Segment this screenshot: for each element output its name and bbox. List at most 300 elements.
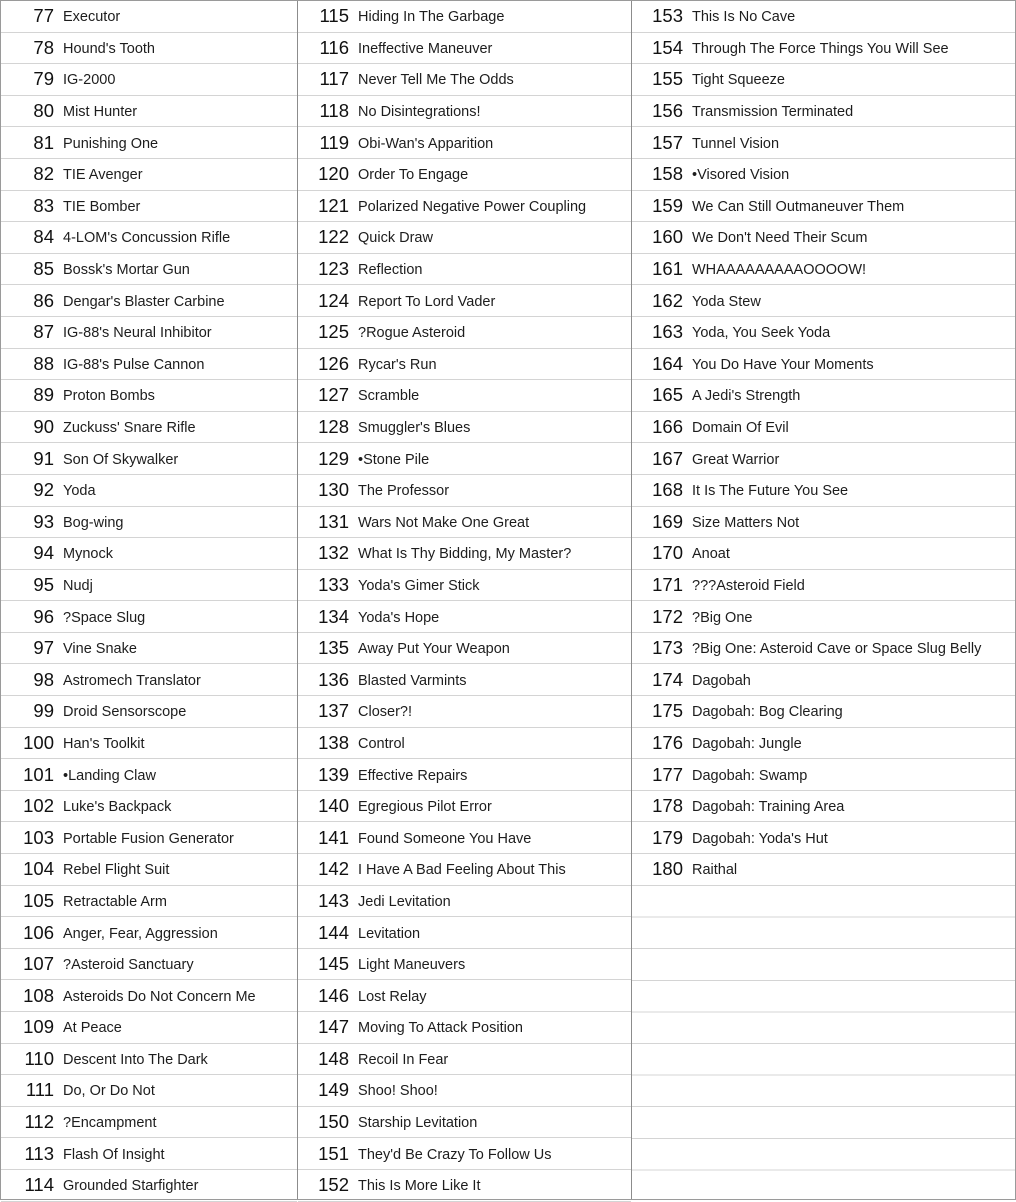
card-name: Wars Not Make One Great bbox=[358, 514, 530, 531]
card-name: Asteroids Do Not Concern Me bbox=[63, 988, 256, 1005]
card-number: 97 bbox=[33, 637, 54, 659]
card-name: Lost Relay bbox=[358, 988, 427, 1005]
card-name: Grounded Starfighter bbox=[63, 1178, 199, 1195]
card-name: Transmission Terminated bbox=[692, 104, 854, 121]
card-name: Portable Fusion Generator bbox=[63, 830, 234, 847]
card-name: Polarized Negative Power Coupling bbox=[358, 198, 587, 215]
list-row bbox=[632, 570, 1015, 602]
card-name: Size Matters Not bbox=[692, 514, 800, 531]
list-row bbox=[1, 127, 297, 159]
list-row bbox=[298, 1044, 631, 1076]
list-row bbox=[298, 822, 631, 854]
column-2 bbox=[297, 1, 631, 1199]
list-row bbox=[632, 854, 1015, 886]
card-name: Droid Sensorscope bbox=[63, 704, 187, 721]
list-row bbox=[1, 33, 297, 65]
list-row bbox=[1, 696, 297, 728]
card-number: 106 bbox=[23, 921, 54, 943]
list-row bbox=[632, 507, 1015, 539]
card-name: IG-88's Pulse Cannon bbox=[63, 356, 205, 373]
card-name: Mynock bbox=[63, 546, 113, 563]
card-number: 175 bbox=[652, 700, 683, 722]
card-number: 122 bbox=[318, 226, 349, 248]
card-name: They'd Be Crazy To Follow Us bbox=[358, 1146, 552, 1163]
card-name: Away Put Your Weapon bbox=[358, 641, 510, 658]
card-name: Starship Levitation bbox=[358, 1115, 478, 1132]
card-name: Light Maneuvers bbox=[358, 957, 466, 974]
card-name: Han's Toolkit bbox=[63, 735, 145, 752]
list-row bbox=[632, 317, 1015, 349]
list-row bbox=[632, 349, 1015, 381]
card-name: I Have A Bad Feeling About This bbox=[358, 862, 566, 879]
list-row bbox=[1, 412, 297, 444]
card-name: Order To Engage bbox=[358, 167, 469, 184]
list-row bbox=[1, 317, 297, 349]
card-number: 116 bbox=[319, 36, 349, 58]
card-name: Scramble bbox=[358, 388, 420, 405]
card-number: 109 bbox=[23, 1016, 54, 1038]
card-number: 133 bbox=[318, 573, 349, 595]
list-row bbox=[298, 633, 631, 665]
card-name: Descent Into The Dark bbox=[63, 1051, 208, 1068]
card-number: 103 bbox=[23, 826, 54, 848]
card-name: Found Someone You Have bbox=[358, 830, 532, 847]
card-number: 111 bbox=[25, 1079, 54, 1101]
card-name: Domain Of Evil bbox=[692, 420, 789, 437]
card-number: 83 bbox=[33, 194, 54, 216]
card-number: 78 bbox=[33, 36, 54, 58]
card-name: Recoil In Fear bbox=[358, 1051, 449, 1068]
list-row bbox=[632, 633, 1015, 665]
card-number: 152 bbox=[318, 1174, 349, 1196]
card-name: Shoo! Shoo! bbox=[358, 1083, 438, 1100]
list-row bbox=[632, 254, 1015, 286]
card-number: 91 bbox=[33, 447, 54, 469]
list-row bbox=[632, 1, 1015, 33]
card-name: Astromech Translator bbox=[63, 672, 201, 689]
list-row bbox=[298, 349, 631, 381]
list-row bbox=[298, 159, 631, 191]
card-number: 113 bbox=[24, 1142, 54, 1164]
list-row bbox=[1, 664, 297, 696]
card-number: 163 bbox=[652, 321, 683, 343]
card-number: 150 bbox=[318, 1111, 349, 1133]
list-row bbox=[1, 759, 297, 791]
card-number: 120 bbox=[318, 163, 349, 185]
card-number: 153 bbox=[652, 5, 683, 27]
list-row bbox=[1, 886, 297, 918]
card-name: Smuggler's Blues bbox=[358, 420, 471, 437]
card-name: •Visored Vision bbox=[692, 167, 790, 184]
list-row bbox=[1, 949, 297, 981]
card-number: 125 bbox=[318, 321, 349, 343]
list-row bbox=[1, 1, 297, 33]
card-number: 80 bbox=[33, 100, 54, 122]
list-row bbox=[1, 254, 297, 286]
card-name: Dagobah: Bog Clearing bbox=[692, 704, 843, 721]
card-number: 95 bbox=[33, 573, 54, 595]
card-number: 136 bbox=[318, 668, 349, 690]
card-number: 138 bbox=[318, 731, 349, 753]
card-number: 129 bbox=[318, 447, 349, 469]
card-name: Dagobah: Swamp bbox=[692, 767, 808, 784]
list-row bbox=[1, 285, 297, 317]
card-number: 170 bbox=[652, 542, 683, 564]
card-number: 146 bbox=[318, 984, 349, 1006]
list-row bbox=[632, 191, 1015, 223]
card-name: ?Rogue Asteroid bbox=[358, 325, 466, 342]
card-name: Dagobah bbox=[692, 672, 751, 689]
card-number: 151 bbox=[318, 1142, 349, 1164]
card-number: 101 bbox=[23, 763, 54, 785]
list-row bbox=[298, 507, 631, 539]
list-row bbox=[298, 696, 631, 728]
card-name: Hiding In The Garbage bbox=[358, 9, 505, 26]
list-row bbox=[1, 633, 297, 665]
list-row bbox=[632, 412, 1015, 444]
list-row bbox=[632, 664, 1015, 696]
card-number: 117 bbox=[319, 68, 349, 90]
card-number: 110 bbox=[24, 1047, 54, 1069]
card-name: A Jedi's Strength bbox=[692, 388, 801, 405]
card-number: 169 bbox=[652, 510, 683, 532]
card-name: Report To Lord Vader bbox=[358, 293, 496, 310]
card-name: Egregious Pilot Error bbox=[358, 799, 492, 816]
card-number: 159 bbox=[652, 194, 683, 216]
card-name: Obi-Wan's Apparition bbox=[358, 135, 494, 152]
card-number: 141 bbox=[318, 826, 349, 848]
card-name: This Is More Like It bbox=[358, 1178, 481, 1195]
card-name: Moving To Attack Position bbox=[358, 1020, 523, 1037]
list-row bbox=[632, 380, 1015, 412]
card-number: 154 bbox=[652, 36, 683, 58]
list-row bbox=[298, 254, 631, 286]
list-row bbox=[298, 1075, 631, 1107]
card-name: We Can Still Outmaneuver Them bbox=[692, 198, 905, 215]
card-number: 178 bbox=[652, 795, 683, 817]
list-row bbox=[632, 222, 1015, 254]
card-name: Flash Of Insight bbox=[63, 1146, 165, 1163]
card-name: Jedi Levitation bbox=[358, 893, 451, 910]
list-row bbox=[1, 64, 297, 96]
card-number: 139 bbox=[318, 763, 349, 785]
list-row bbox=[1, 1012, 297, 1044]
list-row bbox=[298, 475, 631, 507]
card-name: •Stone Pile bbox=[358, 451, 430, 468]
list-row bbox=[1, 1075, 297, 1107]
card-number: 174 bbox=[652, 668, 683, 690]
card-name: Ineffective Maneuver bbox=[358, 40, 493, 57]
list-row bbox=[1, 96, 297, 128]
list-row bbox=[1, 1170, 297, 1202]
card-number: 157 bbox=[652, 131, 683, 153]
list-row bbox=[632, 791, 1015, 823]
card-name: Hound's Tooth bbox=[63, 40, 155, 57]
card-number: 88 bbox=[33, 352, 54, 374]
card-number: 115 bbox=[319, 5, 349, 27]
card-name: Anger, Fear, Aggression bbox=[63, 925, 218, 942]
card-number: 148 bbox=[318, 1047, 349, 1069]
list-row bbox=[632, 285, 1015, 317]
card-number: 114 bbox=[24, 1174, 54, 1196]
card-name: TIE Avenger bbox=[63, 167, 143, 184]
card-name: What Is Thy Bidding, My Master? bbox=[358, 546, 572, 563]
list-row bbox=[298, 728, 631, 760]
card-name: ?Big One bbox=[692, 609, 753, 626]
card-name: Luke's Backpack bbox=[63, 799, 172, 816]
list-row bbox=[298, 222, 631, 254]
card-number: 124 bbox=[318, 289, 349, 311]
card-number: 93 bbox=[33, 510, 54, 532]
list-row bbox=[632, 696, 1015, 728]
card-name: No Disintegrations! bbox=[358, 104, 481, 121]
card-name: Rycar's Run bbox=[358, 356, 437, 373]
list-row bbox=[298, 1138, 631, 1170]
card-number: 82 bbox=[33, 163, 54, 185]
card-number: 84 bbox=[33, 226, 54, 248]
list-row bbox=[632, 64, 1015, 96]
card-name: Blasted Varmints bbox=[358, 672, 467, 689]
card-name: 4-LOM's Concussion Rifle bbox=[63, 230, 231, 247]
card-number: 96 bbox=[33, 605, 54, 627]
card-name: Son Of Skywalker bbox=[63, 451, 179, 468]
card-name: At Peace bbox=[63, 1020, 122, 1037]
card-name: IG-2000 bbox=[63, 72, 116, 89]
card-number: 127 bbox=[318, 384, 349, 406]
card-name: Closer?! bbox=[358, 704, 412, 721]
card-name: ?Space Slug bbox=[63, 609, 146, 626]
list-row bbox=[298, 949, 631, 981]
card-number: 104 bbox=[23, 858, 54, 880]
card-name: Proton Bombs bbox=[63, 388, 155, 405]
card-number: 147 bbox=[318, 1016, 349, 1038]
list-row bbox=[1, 917, 297, 949]
list-row bbox=[1, 1107, 297, 1139]
card-number: 107 bbox=[23, 953, 54, 975]
card-number: 180 bbox=[652, 858, 683, 880]
card-name: ?Asteroid Sanctuary bbox=[63, 957, 194, 974]
list-row bbox=[298, 127, 631, 159]
card-name: Dengar's Blaster Carbine bbox=[63, 293, 225, 310]
list-row bbox=[1, 380, 297, 412]
card-name: You Do Have Your Moments bbox=[692, 356, 874, 373]
card-number: 144 bbox=[318, 921, 349, 943]
list-row bbox=[298, 1170, 631, 1202]
list-row bbox=[1, 538, 297, 570]
card-name: Executor bbox=[63, 9, 121, 26]
list-row bbox=[1, 854, 297, 886]
card-name: ???Asteroid Field bbox=[692, 577, 805, 594]
card-number: 90 bbox=[33, 416, 54, 438]
card-number: 166 bbox=[652, 416, 683, 438]
card-number: 172 bbox=[652, 605, 683, 627]
list-row bbox=[298, 1, 631, 33]
card-number: 131 bbox=[318, 510, 349, 532]
list-row bbox=[298, 33, 631, 65]
card-name: We Don't Need Their Scum bbox=[692, 230, 868, 247]
card-name: Quick Draw bbox=[358, 230, 433, 247]
card-number: 132 bbox=[318, 542, 349, 564]
list-row bbox=[298, 412, 631, 444]
column-3 bbox=[631, 1, 1015, 1199]
list-row bbox=[632, 127, 1015, 159]
card-name: It Is The Future You See bbox=[692, 483, 849, 500]
list-row bbox=[1, 1044, 297, 1076]
card-number: 100 bbox=[23, 731, 54, 753]
card-name: Never Tell Me The Odds bbox=[358, 72, 514, 89]
list-row bbox=[298, 917, 631, 949]
list-row bbox=[298, 443, 631, 475]
card-number: 161 bbox=[652, 258, 683, 280]
card-name: Punishing One bbox=[63, 135, 159, 152]
list-row bbox=[298, 96, 631, 128]
list-row bbox=[632, 159, 1015, 191]
card-number: 89 bbox=[33, 384, 54, 406]
card-name: Bog-wing bbox=[63, 514, 124, 531]
card-number: 160 bbox=[652, 226, 683, 248]
card-number: 179 bbox=[652, 826, 683, 848]
list-row bbox=[632, 538, 1015, 570]
list-row bbox=[298, 191, 631, 223]
card-name: Control bbox=[358, 735, 405, 752]
list-row bbox=[298, 570, 631, 602]
card-number: 130 bbox=[318, 479, 349, 501]
card-name: Zuckuss' Snare Rifle bbox=[63, 420, 196, 437]
card-number: 165 bbox=[652, 384, 683, 406]
card-name: Yoda's Gimer Stick bbox=[358, 577, 480, 594]
card-number: 171 bbox=[652, 573, 683, 595]
card-number: 173 bbox=[652, 637, 683, 659]
card-number: 92 bbox=[33, 479, 54, 501]
list-row bbox=[1, 601, 297, 633]
card-number: 134 bbox=[318, 605, 349, 627]
card-number: 87 bbox=[33, 321, 54, 343]
list-row bbox=[298, 601, 631, 633]
card-number: 140 bbox=[318, 795, 349, 817]
list-row bbox=[1, 1138, 297, 1170]
card-name: Vine Snake bbox=[63, 641, 137, 658]
list-row bbox=[298, 1012, 631, 1044]
card-number: 121 bbox=[318, 194, 349, 216]
card-name: Tight Squeeze bbox=[692, 72, 785, 89]
card-name: ?Encampment bbox=[63, 1115, 157, 1132]
card-number: 142 bbox=[318, 858, 349, 880]
card-number: 79 bbox=[33, 68, 54, 90]
card-number: 98 bbox=[33, 668, 54, 690]
card-number: 118 bbox=[319, 100, 349, 122]
card-name: Yoda Stew bbox=[692, 293, 761, 310]
card-name: IG-88's Neural Inhibitor bbox=[63, 325, 212, 342]
card-name: Mist Hunter bbox=[63, 104, 138, 121]
card-name: WHAAAAAAAAAOOOOW! bbox=[692, 262, 867, 279]
card-number: 77 bbox=[33, 5, 54, 27]
empty-area bbox=[632, 886, 1015, 1199]
card-name: •Landing Claw bbox=[63, 767, 156, 784]
list-row bbox=[298, 664, 631, 696]
card-number: 143 bbox=[318, 889, 349, 911]
card-number: 126 bbox=[318, 352, 349, 374]
card-number: 158 bbox=[652, 163, 683, 185]
card-name: Reflection bbox=[358, 262, 423, 279]
list-row bbox=[1, 822, 297, 854]
card-number: 119 bbox=[319, 131, 349, 153]
card-name: ?Big One: Asteroid Cave or Space Slug Belly bbox=[692, 641, 982, 658]
list-row bbox=[632, 601, 1015, 633]
list-row bbox=[298, 1107, 631, 1139]
card-number: 177 bbox=[652, 763, 683, 785]
card-name: Retractable Arm bbox=[63, 893, 167, 910]
card-number: 149 bbox=[318, 1079, 349, 1101]
list-row bbox=[1, 222, 297, 254]
card-number: 128 bbox=[318, 416, 349, 438]
list-row bbox=[298, 64, 631, 96]
list-row bbox=[298, 538, 631, 570]
list-row bbox=[298, 285, 631, 317]
card-name: Nudj bbox=[63, 577, 93, 594]
card-number: 99 bbox=[33, 700, 54, 722]
card-name: Levitation bbox=[358, 925, 421, 942]
card-name: Yoda, You Seek Yoda bbox=[692, 325, 831, 342]
card-name: Effective Repairs bbox=[358, 767, 468, 784]
list-row bbox=[298, 791, 631, 823]
card-name: Rebel Flight Suit bbox=[63, 862, 170, 879]
list-row bbox=[632, 822, 1015, 854]
card-name: Raithal bbox=[692, 862, 738, 879]
list-row bbox=[1, 728, 297, 760]
card-number: 135 bbox=[318, 637, 349, 659]
card-number: 102 bbox=[23, 795, 54, 817]
list-row bbox=[1, 791, 297, 823]
card-number: 94 bbox=[33, 542, 54, 564]
list-row bbox=[1, 349, 297, 381]
list-row bbox=[298, 317, 631, 349]
list-row bbox=[298, 980, 631, 1012]
list-row bbox=[1, 443, 297, 475]
card-number: 108 bbox=[23, 984, 54, 1006]
card-name: Yoda bbox=[63, 483, 96, 500]
card-number: 112 bbox=[24, 1111, 54, 1133]
card-number: 168 bbox=[652, 479, 683, 501]
card-number: 155 bbox=[652, 68, 683, 90]
card-number: 123 bbox=[318, 258, 349, 280]
card-name: Through The Force Things You Will See bbox=[692, 40, 949, 57]
card-name: Tunnel Vision bbox=[692, 135, 780, 152]
list-row bbox=[298, 886, 631, 918]
card-number: 176 bbox=[652, 731, 683, 753]
list-row bbox=[1, 475, 297, 507]
list-row bbox=[632, 475, 1015, 507]
list-row bbox=[632, 33, 1015, 65]
card-name: Anoat bbox=[692, 546, 730, 563]
card-number: 164 bbox=[652, 352, 683, 374]
card-number: 105 bbox=[23, 889, 54, 911]
list-row bbox=[1, 507, 297, 539]
list-row bbox=[1, 159, 297, 191]
card-name: Dagobah: Training Area bbox=[692, 799, 845, 816]
card-number: 137 bbox=[318, 700, 349, 722]
card-name: Yoda's Hope bbox=[358, 609, 440, 626]
list-row bbox=[298, 759, 631, 791]
card-number: 167 bbox=[652, 447, 683, 469]
card-name: Dagobah: Jungle bbox=[692, 735, 802, 752]
card-number: 145 bbox=[318, 953, 349, 975]
list-row bbox=[632, 759, 1015, 791]
card-name: Dagobah: Yoda's Hut bbox=[692, 830, 828, 847]
card-name: This Is No Cave bbox=[692, 9, 796, 26]
card-name: Great Warrior bbox=[692, 451, 780, 468]
card-name: TIE Bomber bbox=[63, 198, 141, 215]
list-row bbox=[632, 728, 1015, 760]
